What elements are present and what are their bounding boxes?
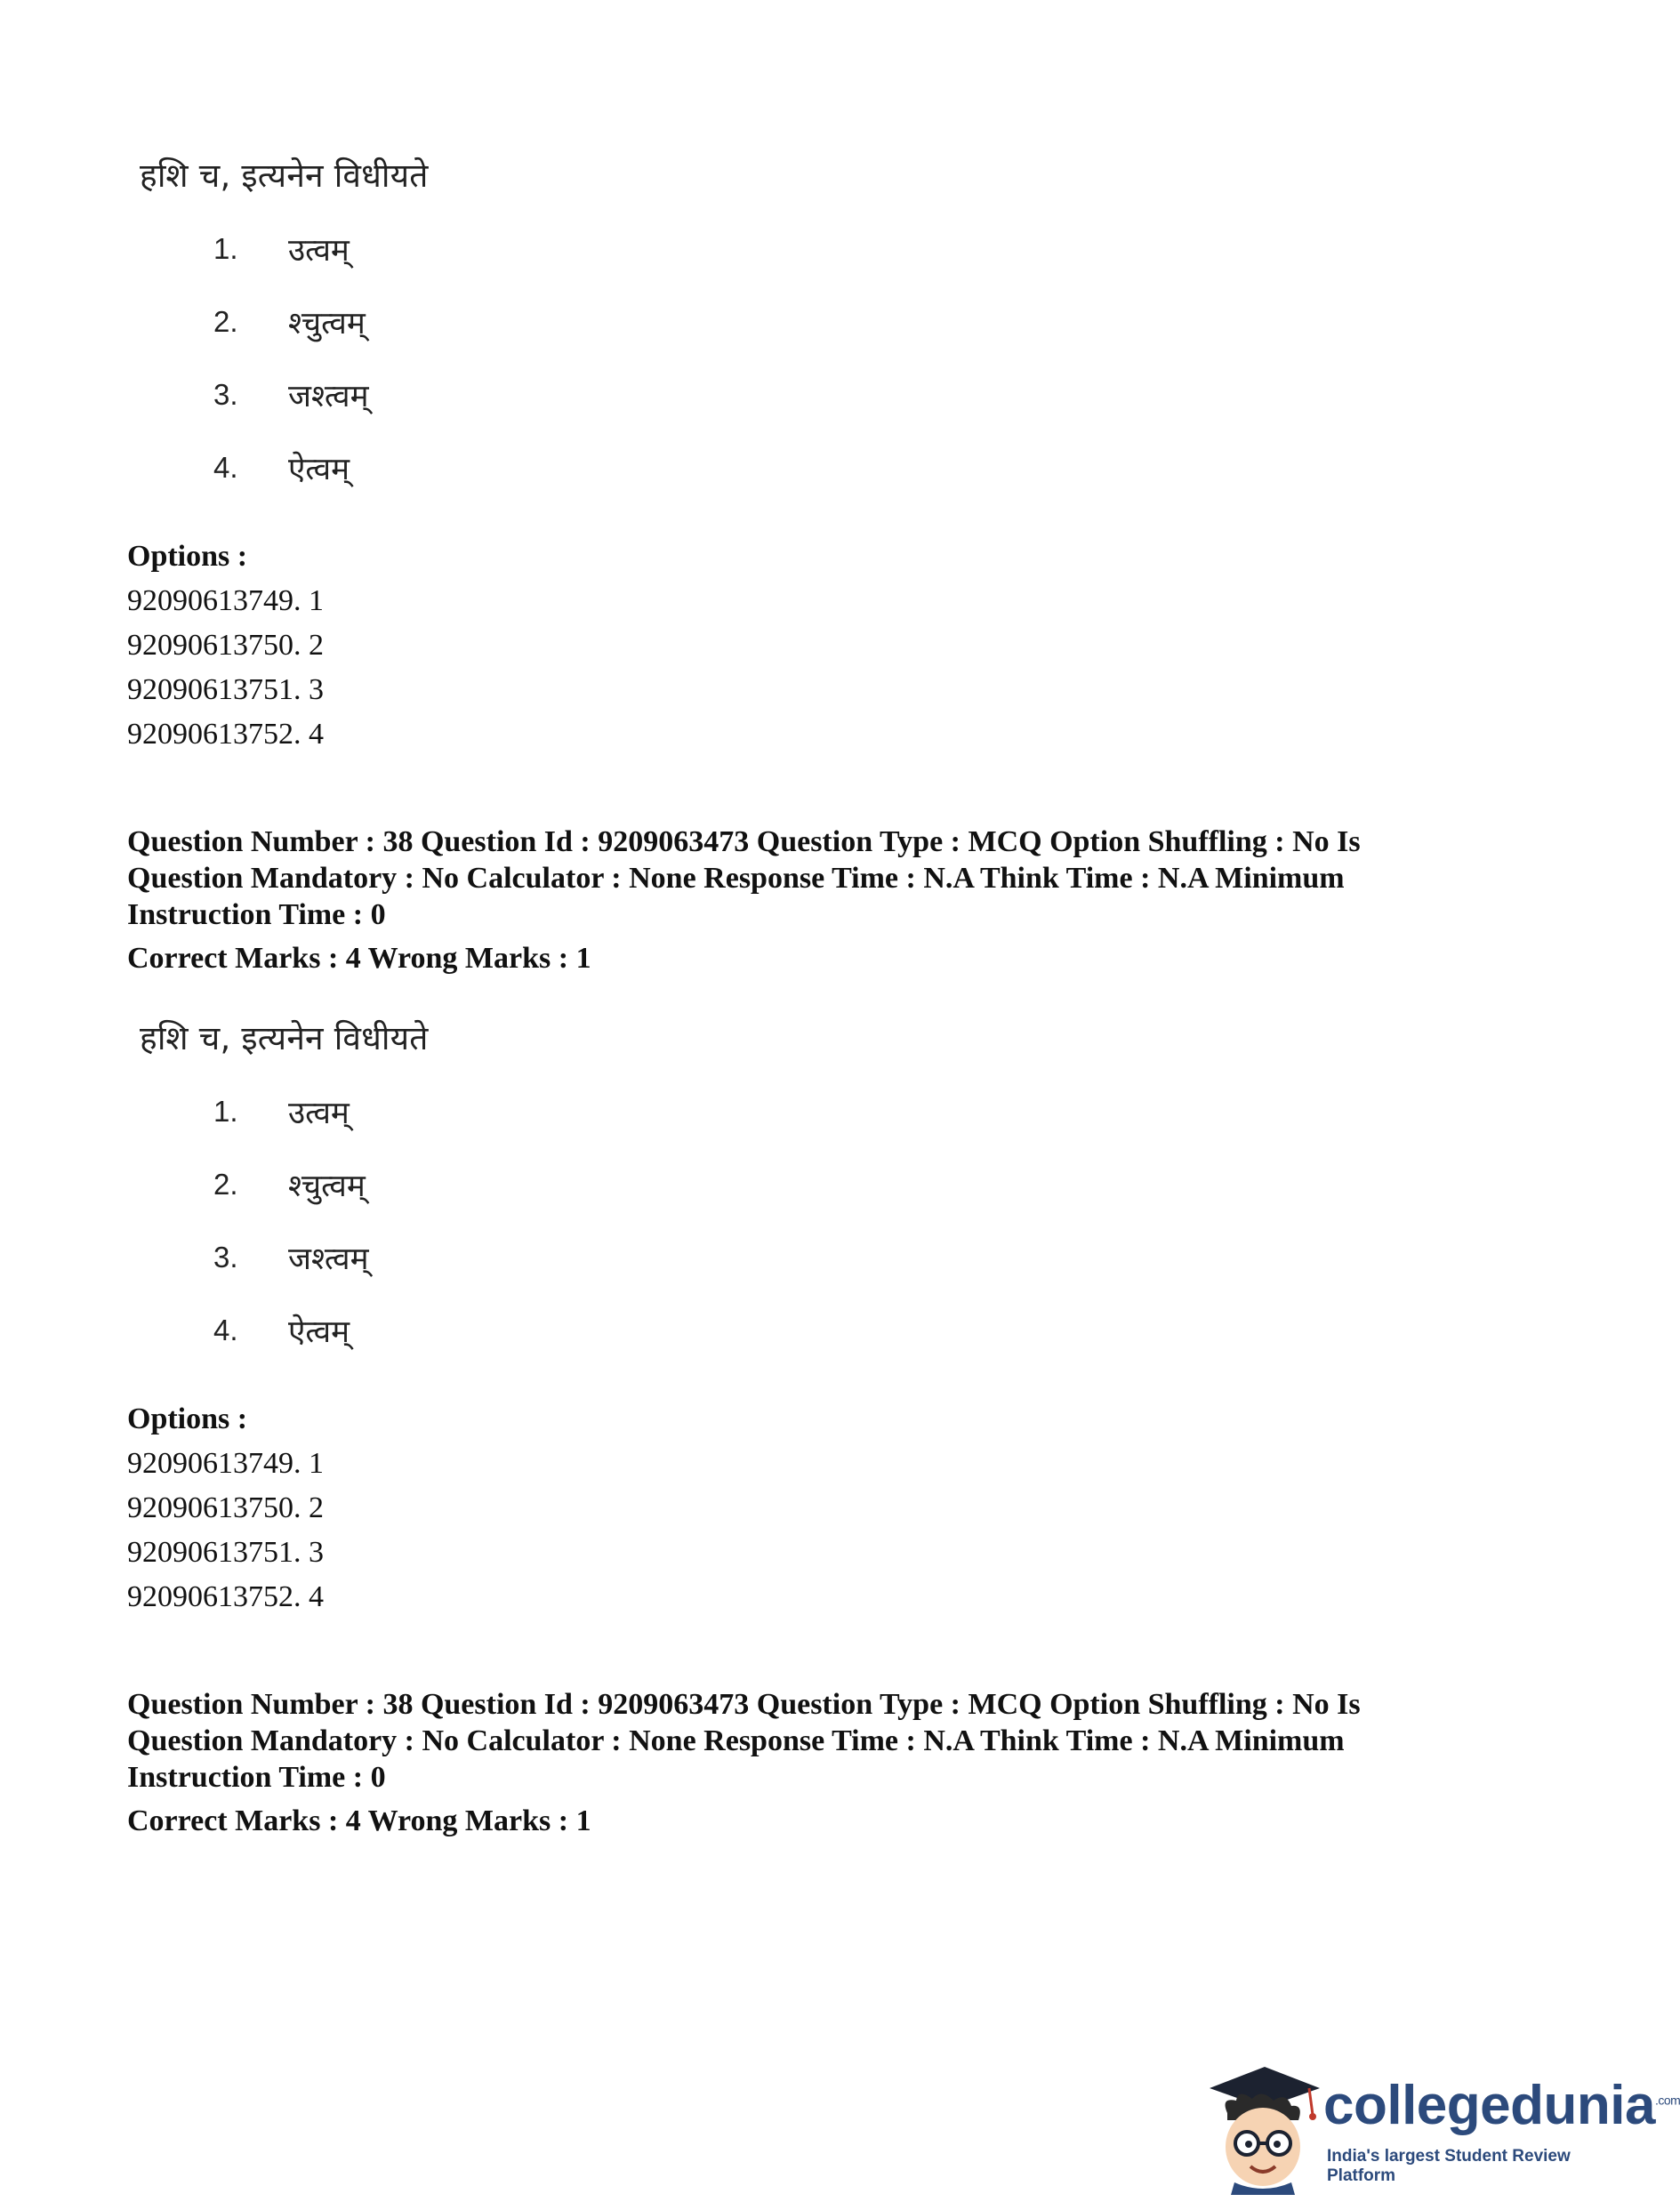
choice-text: ऐत्वम् bbox=[288, 451, 350, 487]
option-line: 92090613751. 3 bbox=[127, 673, 324, 706]
question-choice-2 bbox=[213, 1148, 1515, 1221]
question-choice-1 bbox=[213, 1075, 1515, 1148]
logo-superscript: .com bbox=[1654, 2093, 1680, 2108]
choice-number: 4. bbox=[213, 451, 238, 484]
choice-number: 2. bbox=[213, 1168, 238, 1201]
choice-number: 1. bbox=[213, 1095, 238, 1128]
option-line: 92090613751. 3 bbox=[127, 1536, 324, 1569]
logo-name: collegedunia bbox=[1323, 2075, 1655, 2136]
question-meta: Question Number : 38 Question Id : 9209063473 Question Type : MCQ Option Shuffling : No Is Question Mandatory : No Calculator : None Response Time : N.A Think Time : N.A Minimum Instruction Time : 0 bbox=[127, 825, 1361, 931]
question-marks: Correct Marks : 4 Wrong Marks : 1 bbox=[127, 1804, 591, 1837]
question-choice-2 bbox=[213, 285, 1515, 358]
choice-text: श्चुत्वम् bbox=[288, 305, 366, 342]
option-line: 92090613752. 4 bbox=[127, 718, 324, 751]
question-stem: हशि च, इत्यनेन विधीयते bbox=[140, 157, 429, 195]
question-marks: Correct Marks : 4 Wrong Marks : 1 bbox=[127, 942, 591, 975]
collegedunia-logo bbox=[1202, 2061, 1680, 2195]
choice-text: जश्त्वम् bbox=[288, 1241, 369, 1277]
option-line: 92090613750. 2 bbox=[127, 1491, 324, 1524]
options-heading: Options : bbox=[127, 1402, 248, 1435]
question-meta: Question Number : 38 Question Id : 9209063473 Question Type : MCQ Option Shuffling : No Is Question Mandatory : No Calculator : None Response Time : N.A Think Time : N.A Minimum Instruction Time : 0 bbox=[127, 1688, 1361, 1794]
question-choice-3 bbox=[213, 358, 1515, 431]
option-line: 92090613749. 1 bbox=[127, 584, 324, 617]
logo-wordmark bbox=[1323, 2074, 1680, 2137]
question-choice-1 bbox=[213, 213, 1515, 285]
question-choice-3 bbox=[213, 1221, 1515, 1294]
question-choice-4 bbox=[213, 431, 1515, 504]
choice-number: 3. bbox=[213, 378, 238, 411]
choice-text: जश्त्वम् bbox=[288, 378, 369, 414]
logo-tagline: India's largest Student Review Platform bbox=[1327, 2147, 1571, 2185]
choice-number: 4. bbox=[213, 1314, 238, 1346]
question-block-1 bbox=[127, 151, 1515, 757]
option-line: 92090613752. 4 bbox=[127, 1580, 324, 1613]
choice-text: उत्वम् bbox=[288, 1095, 350, 1131]
choice-number: 2. bbox=[213, 305, 238, 338]
choice-number: 1. bbox=[213, 232, 238, 265]
question-stem: हशि च, इत्यनेन विधीयते bbox=[140, 1019, 429, 1057]
choice-text: श्चुत्वम् bbox=[288, 1168, 366, 1204]
choice-number: 3. bbox=[213, 1241, 238, 1274]
choice-text: ऐत्वम् bbox=[288, 1314, 350, 1350]
mascot-icon bbox=[1202, 2061, 1327, 2195]
choice-text: उत्वम् bbox=[288, 232, 350, 269]
option-line: 92090613749. 1 bbox=[127, 1447, 324, 1480]
question-block-2 bbox=[127, 1014, 1515, 1619]
question-meta-block-2 bbox=[127, 1686, 1515, 1839]
question-meta-block-1 bbox=[127, 824, 1515, 976]
option-line: 92090613750. 2 bbox=[127, 629, 324, 662]
options-heading: Options : bbox=[127, 540, 248, 573]
question-choice-4 bbox=[213, 1294, 1515, 1367]
